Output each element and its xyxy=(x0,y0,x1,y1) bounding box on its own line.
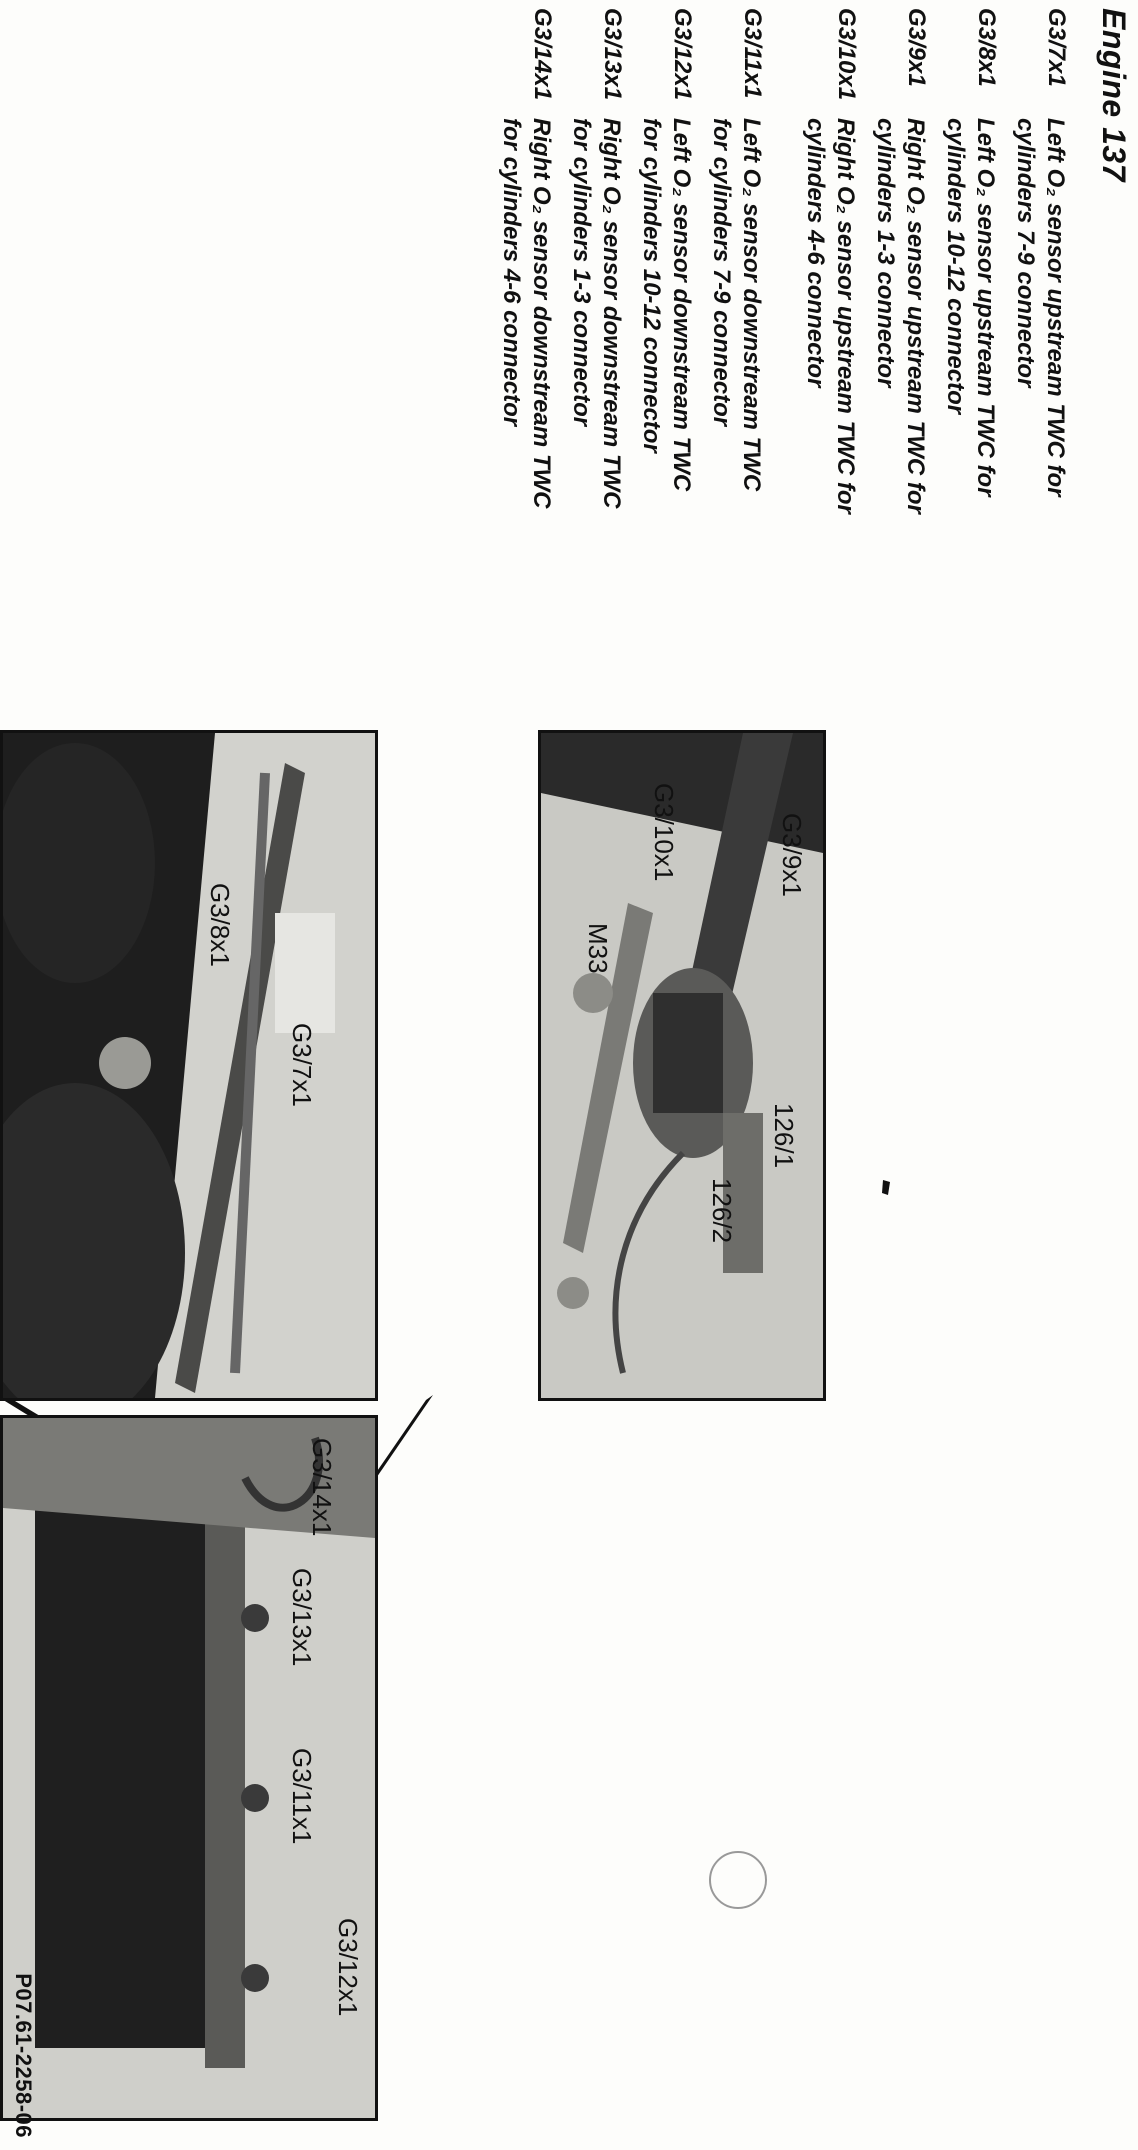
callout-label: 126/1 xyxy=(769,1103,799,1169)
legend-desc-line: cylinders 7-9 connector xyxy=(1012,118,1039,388)
legend-desc-line: Left O₂ sensor upstream TWC for xyxy=(972,118,999,497)
legend-desc-line: cylinders 4-6 connector xyxy=(802,118,829,388)
legend-desc-line: Left O₂ sensor downstream TWC xyxy=(738,118,765,492)
photo-engine-left-bank xyxy=(0,730,378,1401)
callout-label: G3/7x1 xyxy=(287,1023,317,1107)
page-title: Engine 137 xyxy=(1096,8,1132,182)
callout-label: G3/12x1 xyxy=(333,1918,363,2017)
legend-code: G3/10x1 xyxy=(833,8,860,101)
legend-desc-line: for cylinders 4-6 connector xyxy=(498,118,525,427)
callout-label: G3/11x1 xyxy=(287,1748,317,1845)
legend-code: G3/12x1 xyxy=(669,8,696,101)
callout-label: G3/8x1 xyxy=(205,883,235,967)
legend-desc-line: for cylinders 1-3 connector xyxy=(568,118,595,427)
photo-engine-top xyxy=(538,730,826,1401)
legend-desc-line: for cylinders 7-9 connector xyxy=(708,118,735,427)
legend-code: G3/13x1 xyxy=(599,8,626,101)
callout-label: G3/14x1 xyxy=(307,1438,337,1537)
legend-code: G3/7x1 xyxy=(1043,8,1070,87)
legend-desc-line: cylinders 1-3 connector xyxy=(872,118,899,388)
callout-label: G3/10x1 xyxy=(649,783,679,882)
legend-desc-line: cylinders 10-12 connector xyxy=(942,118,969,415)
legend-code: G3/8x1 xyxy=(973,8,1000,87)
legend-desc-line: Left O₂ sensor upstream TWC for xyxy=(1042,118,1069,497)
legend-desc-line: Right O₂ sensor downstream TWC xyxy=(528,118,555,509)
figure-code: P07.61-2258-06 xyxy=(11,1973,36,2138)
legend-code: G3/14x1 xyxy=(529,8,556,101)
callout-label: G3/13x1 xyxy=(287,1568,317,1667)
callout-label: G3/9x1 xyxy=(777,813,807,897)
legend-desc-line: for cylinders 10-12 connector xyxy=(638,118,665,453)
legend-code: G3/11x1 xyxy=(739,8,766,99)
legend-desc-line: Right O₂ sensor downstream TWC xyxy=(598,118,625,509)
callout-label: 126/2 xyxy=(707,1178,737,1244)
photo-engine-right-bank xyxy=(0,1415,378,2121)
legend-desc-line: Right O₂ sensor upstream TWC for xyxy=(832,118,859,514)
legend-desc-line: Left O₂ sensor downstream TWC xyxy=(668,118,695,492)
callout-label: M33 xyxy=(583,923,613,974)
legend-desc-line: Right O₂ sensor upstream TWC for xyxy=(902,118,929,514)
legend-code: G3/9x1 xyxy=(903,8,930,87)
